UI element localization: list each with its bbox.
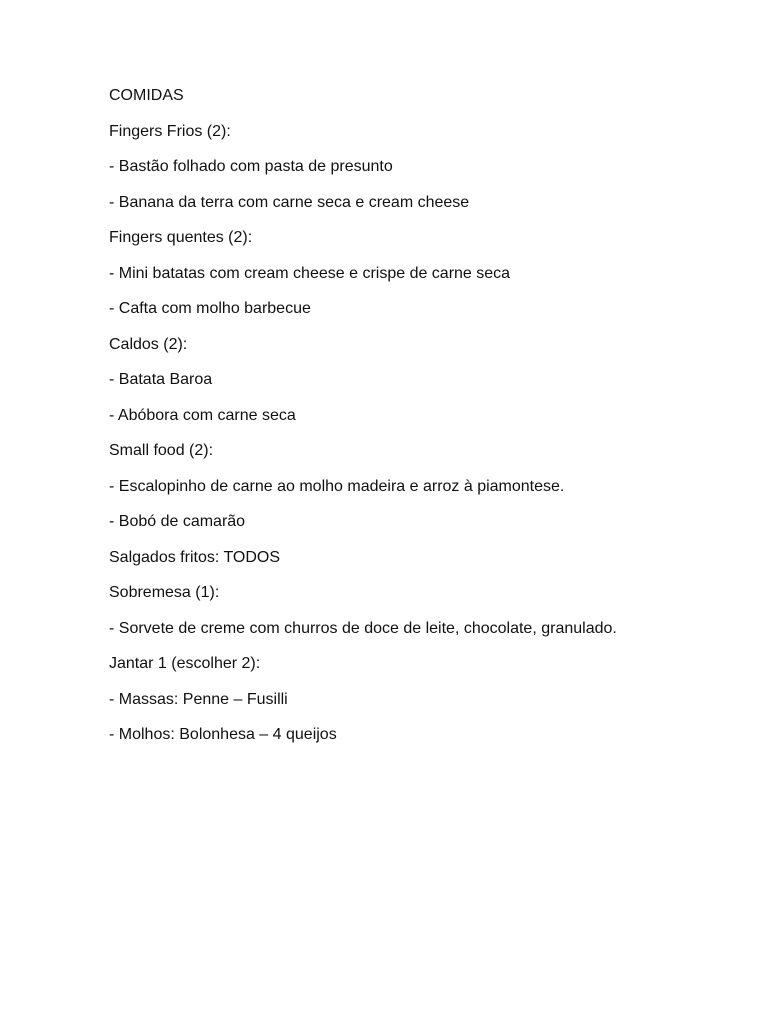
- list-item: - Sorvete de creme com churros de doce de leite, chocolate, granulado.: [109, 619, 617, 637]
- list-item: - Mini batatas com cream cheese e crispe de carne seca: [109, 264, 511, 282]
- list-item: - Abóbora com carne seca: [109, 406, 296, 424]
- list-item: - Massas: Penne – Fusilli: [109, 690, 288, 708]
- list-item: - Molhos: Bolonhesa – 4 queijos: [109, 726, 337, 743]
- list-item: - Cafta com molho barbecue: [109, 300, 311, 317]
- list-item: - Batata Baroa: [109, 371, 213, 388]
- section-heading-salgados-fritos: Salgados fritos: TODOS: [109, 548, 281, 566]
- section-heading-small-food: Small food (2):: [109, 442, 214, 459]
- list-item: - Escalopinho de carne ao molho madeira e arroz à piamontese.: [109, 477, 565, 495]
- section-heading-fingers-quentes: Fingers quentes (2):: [109, 229, 253, 246]
- section-heading-fingers-frios: Fingers Frios (2):: [109, 122, 231, 140]
- section-heading-jantar: Jantar 1 (escolher 2):: [109, 655, 261, 672]
- section-heading-caldos: Caldos (2):: [109, 335, 188, 353]
- list-item: - Bastão folhado com pasta de presunto: [109, 158, 393, 175]
- section-heading-sobremesa: Sobremesa (1):: [109, 584, 220, 601]
- document-body: [109, 84, 669, 759]
- list-item: - Banana da terra com carne seca e cream cheese: [109, 193, 470, 211]
- list-item: - Bobó de camarão: [109, 513, 246, 530]
- document-title: COMIDAS: [109, 87, 184, 104]
